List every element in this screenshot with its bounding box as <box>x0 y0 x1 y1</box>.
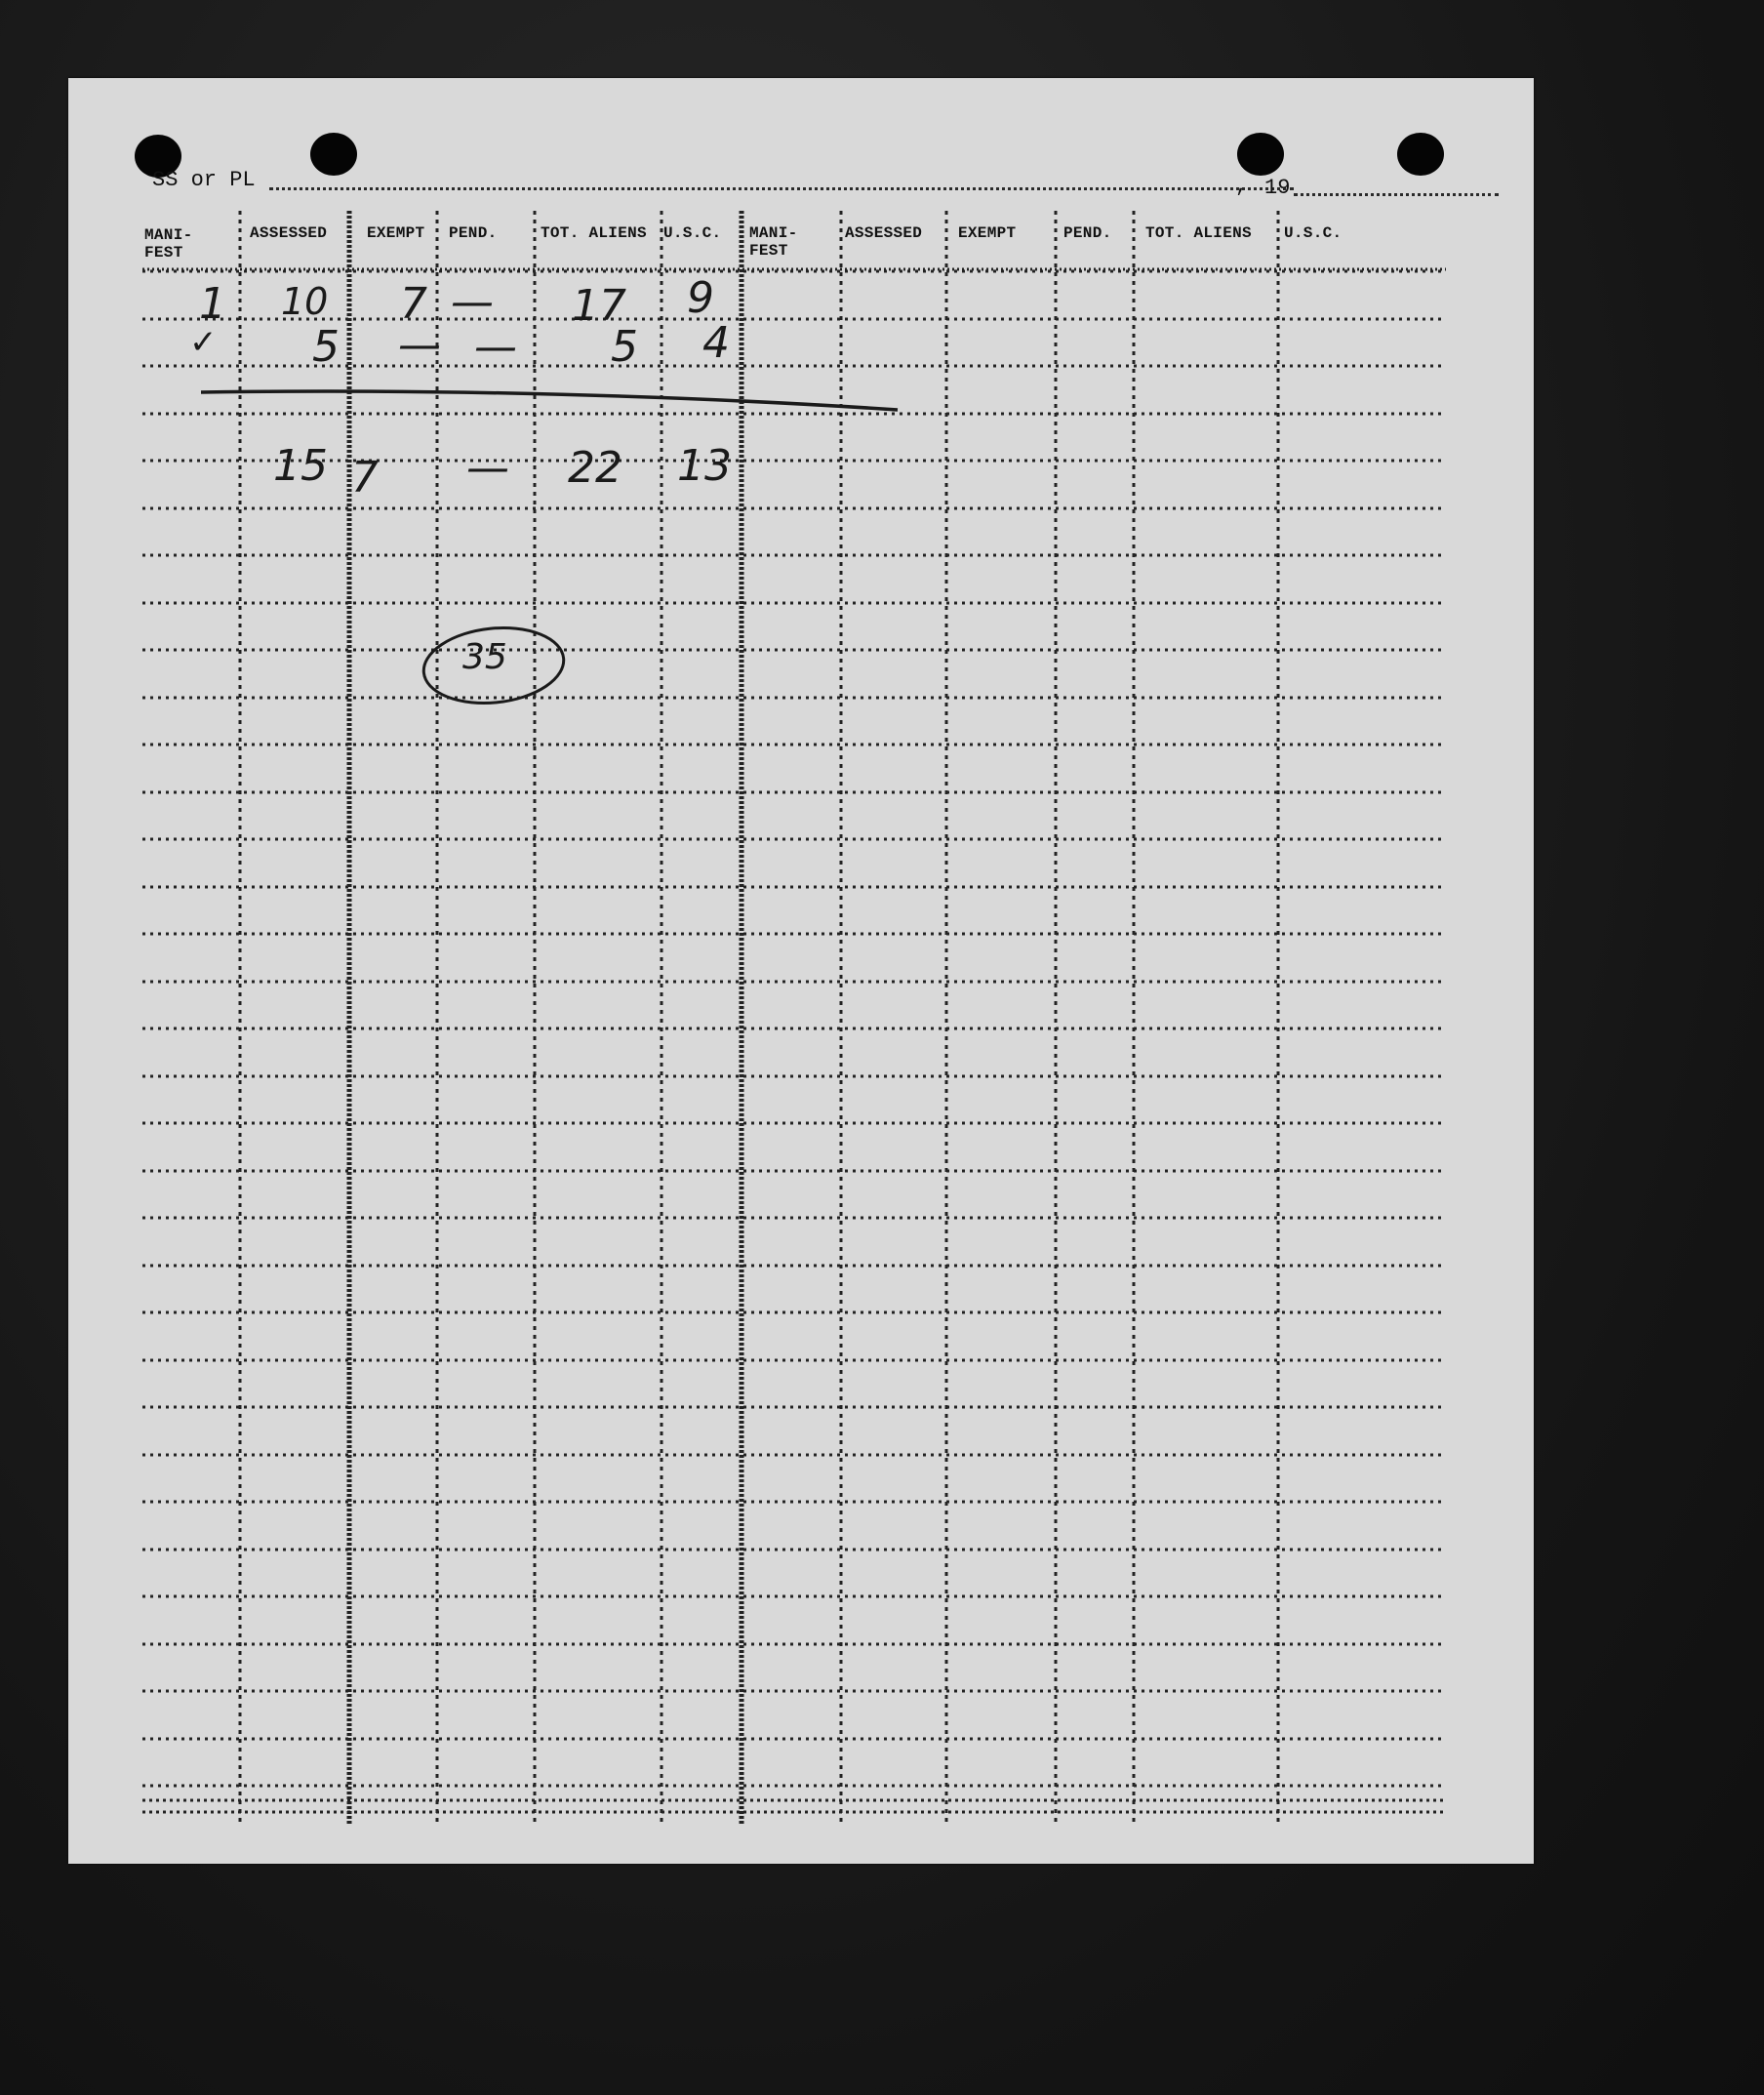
col-head-left-tot-aliens: TOT. ALIENS <box>541 224 647 242</box>
col-head-right-exempt: EXEMPT <box>958 224 1017 242</box>
entry-1-usc: 9 <box>687 273 714 323</box>
entry-1-exempt: 7 <box>400 279 427 329</box>
total-usc: 13 <box>677 441 732 491</box>
entry-2-pend: — <box>474 322 517 372</box>
col-head-right-tot-aliens: TOT. ALIENS <box>1145 224 1252 242</box>
ship-label: SS or PL <box>152 168 256 192</box>
entry-1-pend: — <box>451 277 494 327</box>
entry-2-manifest: ✓ <box>189 323 218 362</box>
circled-grand-total: 35 <box>462 637 507 677</box>
total-pend: — <box>466 443 509 493</box>
col-head-right-assessed: ASSESSED <box>845 224 923 242</box>
entry-1-assessed: 10 <box>281 280 329 323</box>
col-head-left-manifest: MANI- FEST <box>144 226 193 262</box>
col-head-left-exempt: EXEMPT <box>367 224 425 242</box>
year-prefix: 19 <box>1264 176 1291 200</box>
total-assessed: 15 <box>273 441 328 491</box>
entry-2-tot-aliens: 5 <box>611 322 638 372</box>
ruled-grid <box>68 78 1534 1864</box>
col-head-left-usc: U.S.C. <box>663 224 722 242</box>
col-head-left-pend: PEND. <box>449 224 498 242</box>
entry-2-usc: 4 <box>702 318 730 368</box>
handwritten-sum-line <box>201 391 898 410</box>
form-sheet <box>68 78 1534 1864</box>
entry-2-assessed: 5 <box>312 322 340 372</box>
entry-2-exempt: — <box>398 320 441 370</box>
entry-1-tot-aliens: 17 <box>572 281 626 331</box>
col-head-right-pend: PEND. <box>1063 224 1112 242</box>
total-tot-aliens: 22 <box>568 443 622 493</box>
entry-1-manifest: 1 <box>199 279 226 329</box>
col-head-left-assessed: ASSESSED <box>250 224 328 242</box>
year-label-comma: , <box>1235 174 1249 198</box>
col-head-right-usc: U.S.C. <box>1284 224 1343 242</box>
total-exempt: 7 <box>351 453 379 503</box>
col-head-right-manifest: MANI- FEST <box>749 224 798 260</box>
